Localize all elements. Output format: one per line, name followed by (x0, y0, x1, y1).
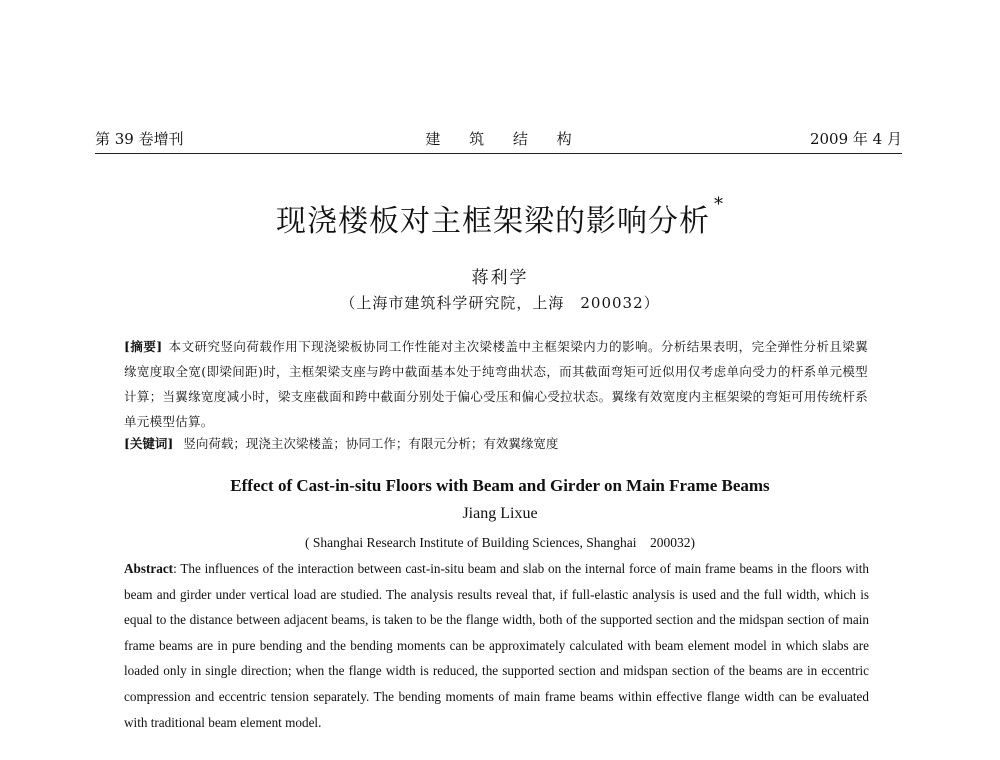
abstract-en (124, 556, 869, 735)
english-title: Effect of Cast-in-situ Floors with Beam and Girder on Main Frame Beams (230, 476, 770, 495)
abstract-en-label: Abstract (124, 561, 174, 576)
paper-title (0, 196, 1000, 240)
abstract-cn-text: 本文研究竖向荷载作用下现浇梁板协同工作性能对主次梁楼盖中主框架梁内力的影响。分析结果表明，完全弹性分析且梁翼缘宽度取全宽(即梁间距)时，主框架梁支座与跨中截面基本处于纯弯曲状态，而其截面弯矩可近似用仅考虑单向受力的杆系单元模型计算；当翼缘宽度减小时，梁支座截面和跨中截面分别处于偏心受压和偏心受拉状态。翼缘有效宽度内主框架梁的弯矩可用传统杆系单元模型估算。 (124, 339, 869, 429)
volume-info: 第 39 卷增刊 (95, 130, 184, 148)
keywords-cn-label: [关键词] (124, 436, 174, 451)
english-author: Jiang Lixue (462, 505, 538, 522)
author: 蒋利学 (471, 268, 529, 288)
header-rule (95, 153, 902, 154)
affiliation: （上海市建筑科学研究院，上海 200032） (340, 294, 660, 312)
abstract-en-text: : The influences of the interaction between cast-in-situ beam and slab on the internal force of main frame beams in the floors with beam and girder under vertical load are studied. The analysis results reveal that, if full-elastic analysis is used and the full width, which is equal to the distance between adjacent beams, is taken to be the flange width, both of the supported section and the midspan section of main frame beams are in pure bending and the bending moments can be approximately calculated with beam element model in which slabs are loaded only in single direction; when the flange width is reduced, the supported section and midspan section of the beams are in eccentric compression and eccentric tension separately. The bending moments of main frame beams within effective flange width can be evaluated with traditional beam element model. (124, 561, 869, 730)
footnote-mark: * (714, 194, 724, 215)
paper-title-text: 现浇楼板对主框架梁的影响分析 (276, 204, 710, 239)
abstract-cn (124, 334, 868, 434)
issue-date: 2009 年 4 月 (809, 130, 902, 148)
english-affiliation: ( Shanghai Research Institute of Building Sciences, Shanghai 200032) (305, 535, 695, 550)
keywords-cn-text: 竖向荷载；现浇主次梁楼盖；协同工作；有限元分析；有效翼缘宽度 (183, 436, 559, 451)
keywords-cn (124, 434, 868, 452)
abstract-cn-label: [摘要] (124, 339, 163, 354)
running-header (95, 128, 902, 150)
journal-name: 建 筑 结 构 (425, 130, 584, 148)
